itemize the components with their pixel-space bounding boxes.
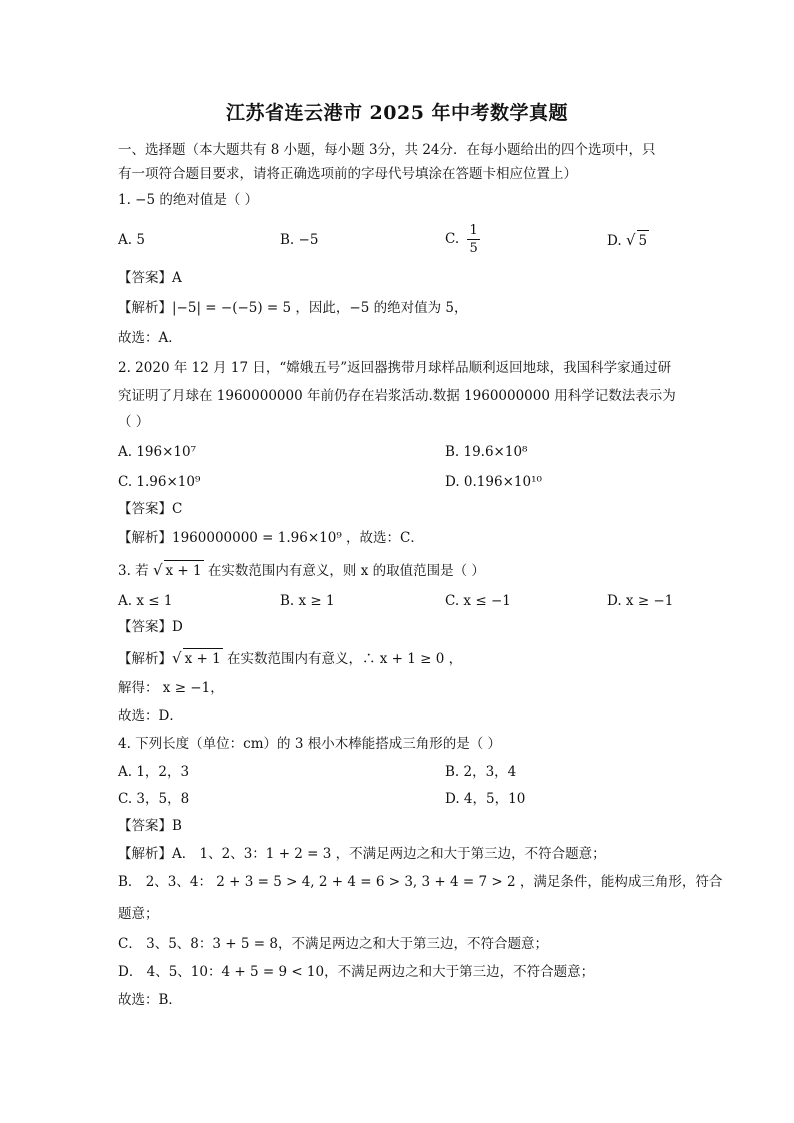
q1-analysis: 【解析】|−5| = −(−5) = 5 ，因此，−5 的绝对值为 5， [118, 300, 468, 316]
q3-analysis-suffix: 在实数范围内有意义，∴ x + 1 ≥ 0 ， [222, 651, 463, 667]
q1-option-d-radicand: 5 [637, 230, 650, 251]
q2-option-a: A. 196×10⁷ [118, 444, 197, 460]
q2-option-d: D. 0.196×10¹⁰ [445, 474, 542, 490]
q3-analysis-radicand: x + 1 [183, 648, 223, 669]
fraction-denominator: 5 [469, 241, 478, 256]
q1-option-c [445, 222, 480, 257]
sqrt-icon: √ [625, 231, 636, 249]
q4-option-b: B. 2，3，4 [445, 764, 517, 780]
q3-stem [118, 560, 485, 581]
q3-option-a: A. x ≤ 1 [118, 593, 173, 609]
q4-analysis-c: C． 3、5、8：3 + 5 = 8，不满足两边之和大于第三边，不符合题意； [118, 936, 548, 952]
q3-stem-prefix: 3. 若 [118, 563, 153, 579]
q4-stem: 4. 下列长度（单位：cm）的 3 根小木棒能搭成三角形的是（ ） [118, 736, 501, 752]
q3-option-b: B. x ≥ 1 [280, 593, 335, 609]
q3-solve: 解得： x ≥ −1， [118, 680, 224, 696]
q2-option-c: C. 1.96×10⁹ [118, 474, 201, 490]
section-intro-line1: 一、选择题（本大题共有 8 小题，每小题 3分，共 24分．在每小题给出的四个选项中，只 [118, 142, 656, 158]
q2-stem-line1: 2. 2020 年 12 月 17 日，“嫦娥五号”返回器携带月球样品顺利返回地球，我国科学家通过研 [118, 360, 672, 376]
q3-analysis [118, 648, 462, 669]
q3-analysis-prefix: 【解析】 [118, 651, 172, 667]
q3-stem-radicand: x + 1 [164, 560, 204, 581]
q1-answer: 【答案】A [118, 270, 182, 286]
fraction-numerator: 1 [469, 223, 478, 238]
q2-answer: 【答案】C [118, 501, 183, 517]
q3-option-d: D. x ≥ −1 [607, 593, 674, 609]
q3-stem-suffix: 在实数范围内有意义，则 x 的取值范围是（ ） [203, 563, 485, 579]
q1-choice: 故选：A． [118, 330, 182, 346]
q4-analysis-d: D． 4、5、10：4 + 5 = 9 < 10，不满足两边之和大于第三边，不符合题意； [118, 964, 595, 980]
q4-answer: 【答案】B [118, 818, 182, 834]
q2-stem-line3: （ ） [118, 414, 150, 430]
q1-option-c-label: C. [445, 231, 460, 247]
q3-choice: 故选：D． [118, 708, 183, 724]
q1-option-a: A. 5 [118, 232, 145, 248]
q1-option-c-fraction [467, 222, 479, 257]
section-intro-line2: 有一项符合题目要求，请将正确选项前的字母代号填涂在答题卡相应位置上） [118, 166, 577, 182]
q4-choice: 故选：B． [118, 992, 182, 1008]
q4-analysis-a: 【解析】A． 1、2、3：1 + 2 = 3 ，不满足两边之和大于第三边，不符合题意； [118, 846, 606, 862]
q2-analysis: 【解析】1960000000 = 1.96×10⁹ ，故选：C． [118, 530, 424, 546]
q4-option-d: D. 4，5，10 [445, 791, 526, 807]
sqrt-icon: √ [172, 649, 182, 667]
q1-option-d [607, 230, 649, 251]
q4-option-a: A. 1，2，3 [118, 764, 190, 780]
q3-answer: 【答案】D [118, 619, 183, 635]
q1-stem: 1. −5 的绝对值是（ ） [118, 192, 259, 208]
q3-option-c: C. x ≤ −1 [445, 593, 511, 609]
q4-analysis-b: B． 2、3、4： 2 + 3 = 5 > 4, 2 + 4 = 6 > 3, 3 + 4 = 7 > 2 ，满足条件，能构成三角形，符合 [118, 874, 723, 890]
q4-analysis-b-cont: 题意； [118, 906, 159, 922]
q2-stem-line2: 究证明了月球在 1960000000 年前仍存在岩浆活动.数据 1960000000 用科学记数法表示为 [118, 388, 676, 404]
page-title: 江苏省连云港市 2025 年中考数学真题 [225, 102, 569, 124]
sqrt-icon: √ [152, 561, 163, 579]
q1-option-d-label: D. [607, 233, 622, 249]
q2-option-b: B. 19.6×10⁸ [445, 444, 528, 460]
q1-option-b: B. −5 [280, 232, 319, 248]
q4-option-c: C. 3，5，8 [118, 791, 190, 807]
